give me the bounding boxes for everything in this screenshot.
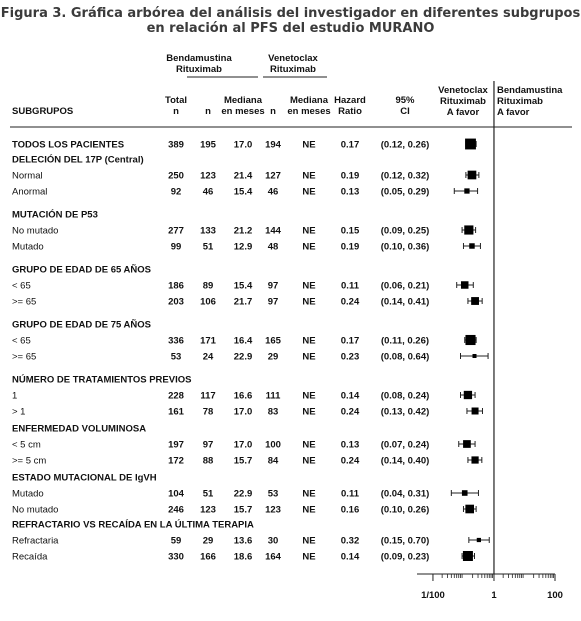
arm1-header-line2: Rituximab (176, 64, 222, 75)
subgroup-header: DELECIÓN DEL 17P (Central) (12, 154, 144, 166)
row-label: > 1 (12, 406, 26, 418)
row-arm1-median: 22.9 (233, 351, 253, 363)
row-total-n: 197 (168, 439, 184, 451)
row-total-n: 186 (168, 280, 184, 292)
row-arm2-median: NE (302, 439, 316, 451)
subgroup-header: MUTACIÓN DE P53 (12, 209, 98, 221)
row-arm1-median: 22.9 (233, 488, 253, 500)
table-rows (12, 140, 429, 563)
arm2-n-header: n (270, 106, 276, 117)
row-confidence-interval: (0.08, 0.64) (380, 351, 430, 363)
row-hazard-ratio: 0.23 (340, 351, 360, 363)
row-hazard-ratio: 0.24 (340, 455, 360, 467)
favor-ben-line2: Rituximab (497, 96, 543, 107)
row-total-n: 92 (170, 186, 182, 198)
row-arm1-n: 29 (202, 535, 214, 547)
hazard-ratio-marker (464, 188, 469, 193)
table-row (12, 336, 429, 347)
table-row (12, 440, 429, 451)
hazard-ratio-marker (461, 281, 469, 289)
row-total-n: 99 (170, 241, 182, 253)
row-confidence-interval: (0.14, 0.40) (380, 455, 430, 467)
row-arm2-median: NE (302, 225, 316, 237)
row-arm1-median: 21.4 (233, 170, 253, 182)
plot-area (451, 139, 489, 561)
ci-header-line2: CI (400, 106, 410, 117)
row-arm1-n: 133 (200, 225, 216, 237)
favor-ben-line3: A favor (497, 107, 530, 118)
ci-header-line1: 95% (395, 95, 415, 106)
row-arm1-n: 123 (200, 504, 216, 516)
row-confidence-interval: (0.09, 0.25) (380, 225, 430, 237)
row-label: Mutado (12, 241, 44, 253)
row-arm1-median: 16.6 (233, 390, 253, 402)
hr-header-line2: Ratio (338, 106, 362, 117)
row-arm1-n: 24 (202, 351, 214, 363)
row-total-n: 228 (168, 390, 184, 402)
row-arm2-median: NE (302, 551, 316, 563)
row-confidence-interval: (0.09, 0.23) (380, 551, 430, 563)
row-arm2-median: NE (302, 535, 316, 547)
row-arm1-median: 16.4 (233, 335, 253, 347)
row-arm2-n: 84 (267, 455, 279, 467)
row-arm2-n: 165 (265, 335, 281, 347)
hazard-ratio-marker (468, 171, 477, 180)
row-arm1-median: 17.0 (233, 439, 253, 451)
row-arm2-n: 97 (267, 296, 279, 308)
row-hazard-ratio: 0.19 (340, 241, 360, 253)
row-total-n: 246 (168, 504, 184, 516)
row-arm1-n: 195 (200, 139, 216, 151)
row-arm1-n: 89 (202, 280, 214, 292)
favor-ven-line2: Rituximab (440, 96, 486, 107)
row-arm2-median: NE (302, 488, 316, 500)
row-hazard-ratio: 0.13 (340, 439, 360, 451)
total-header-line2: n (173, 106, 179, 117)
title-line-2: en relación al PFS del estudio MURANO (146, 21, 435, 36)
row-confidence-interval: (0.05, 0.29) (380, 186, 430, 198)
row-confidence-interval: (0.15, 0.70) (380, 535, 430, 547)
row-total-n: 389 (168, 139, 184, 151)
favor-ven-line1: Venetoclax (438, 85, 488, 96)
hazard-ratio-marker (463, 551, 473, 561)
total-header-line1: Total (165, 95, 187, 106)
row-hazard-ratio: 0.24 (340, 406, 360, 418)
footer-note (4, 612, 581, 621)
row-label: Mutado (12, 488, 44, 500)
title-line-1: Figura 3. Gráfica arbórea del análisis del investigador en diferentes subgrupos (0, 6, 581, 21)
hazard-ratio-marker (464, 225, 473, 234)
row-arm2-n: 127 (265, 170, 281, 182)
row-label: Anormal (12, 186, 48, 198)
hazard-ratio-marker (471, 297, 479, 305)
row-confidence-interval: (0.10, 0.36) (380, 241, 430, 253)
row-arm1-n: 123 (200, 170, 216, 182)
hr-header-line1: Hazard (334, 95, 366, 106)
hazard-ratio-marker (465, 335, 475, 345)
row-arm2-median: NE (302, 406, 316, 418)
row-arm2-n: 100 (265, 439, 281, 451)
x-tick-label: 100 (547, 590, 563, 601)
row-total-n: 277 (168, 225, 184, 237)
row-arm2-n: 123 (265, 504, 281, 516)
row-arm2-median: NE (302, 455, 316, 467)
hazard-ratio-marker (472, 408, 479, 415)
subgroups-header: SUBGRUPOS (12, 106, 74, 117)
row-label: No mutado (12, 504, 59, 516)
arm1-n-header: n (205, 106, 211, 117)
subgroup-header: REFRACTARIO VS RECAÍDA EN LA ÚLTIMA TERAPIA (12, 519, 254, 531)
row-label: >= 5 cm (12, 455, 47, 467)
hazard-ratio-marker (465, 505, 474, 514)
table-row (12, 505, 429, 516)
row-total-n: 161 (168, 406, 184, 418)
row-arm1-n: 46 (202, 186, 214, 198)
row-label: 1 (12, 390, 18, 402)
row-hazard-ratio: 0.15 (340, 225, 360, 237)
row-arm1-n: 78 (202, 406, 214, 418)
row-arm2-n: 30 (267, 535, 279, 547)
favor-ben-line1: Bendamustina (497, 85, 563, 96)
row-arm1-n: 106 (200, 296, 216, 308)
row-arm1-n: 97 (202, 439, 214, 451)
row-arm1-median: 17.0 (233, 139, 253, 151)
row-arm1-median: 12.9 (233, 241, 253, 253)
row-hazard-ratio: 0.24 (340, 296, 360, 308)
arm2-header-line2: Rituximab (270, 64, 316, 75)
arm1-median-header-line2: en meses (221, 106, 265, 117)
row-arm2-n: 97 (267, 280, 279, 292)
row-confidence-interval: (0.12, 0.32) (380, 170, 430, 182)
row-label: < 65 (12, 280, 31, 292)
table-row (12, 489, 429, 500)
row-hazard-ratio: 0.17 (340, 335, 360, 347)
row-arm2-n: 46 (267, 186, 279, 198)
row-total-n: 250 (168, 170, 184, 182)
table-row (12, 536, 429, 547)
hazard-ratio-marker (477, 538, 481, 542)
row-arm2-median: NE (302, 241, 316, 253)
table-row (12, 456, 429, 467)
row-arm1-median: 21.7 (233, 296, 253, 308)
row-arm2-median: NE (302, 139, 316, 151)
row-confidence-interval: (0.08, 0.24) (380, 390, 430, 402)
row-confidence-interval: (0.04, 0.31) (380, 488, 430, 500)
arm2-header-line1: Venetoclax (268, 53, 318, 64)
row-confidence-interval: (0.10, 0.26) (380, 504, 430, 516)
row-confidence-interval: (0.07, 0.24) (380, 439, 430, 451)
row-label: Recaída (12, 551, 48, 563)
row-arm1-n: 88 (202, 455, 214, 467)
x-tick-label: 1 (491, 590, 497, 601)
row-hazard-ratio: 0.11 (341, 488, 359, 500)
row-arm2-median: NE (302, 351, 316, 363)
row-confidence-interval: (0.12, 0.26) (380, 139, 430, 151)
subgroup-header: NÚMERO DE TRATAMIENTOS PREVIOS (12, 374, 192, 386)
table-row (12, 140, 429, 151)
row-arm2-n: 53 (267, 488, 279, 500)
hazard-ratio-marker (465, 139, 476, 150)
row-confidence-interval: (0.14, 0.41) (380, 296, 430, 308)
row-arm1-median: 17.0 (233, 406, 253, 418)
row-label: < 65 (12, 335, 31, 347)
subgroup-header: GRUPO DE EDAD DE 65 AÑOS (12, 264, 152, 276)
row-arm2-n: 194 (265, 139, 281, 151)
table-row (12, 352, 429, 363)
row-arm1-median: 15.7 (233, 455, 253, 467)
row-arm1-median: 21.2 (233, 225, 253, 237)
table-row (12, 297, 429, 308)
hazard-ratio-marker (462, 490, 468, 496)
row-arm2-median: NE (302, 390, 316, 402)
row-arm2-n: 48 (267, 241, 279, 253)
row-arm1-median: 18.6 (233, 551, 253, 563)
row-confidence-interval: (0.13, 0.42) (380, 406, 430, 418)
row-arm2-median: NE (302, 280, 316, 292)
row-arm1-median: 13.6 (233, 535, 253, 547)
row-label: >= 65 (12, 351, 37, 363)
hazard-ratio-marker (463, 440, 471, 448)
row-arm2-median: NE (302, 170, 316, 182)
row-arm1-n: 51 (202, 488, 214, 500)
row-arm2-n: 164 (265, 551, 281, 563)
row-label: >= 65 (12, 296, 37, 308)
row-arm1-median: 15.4 (233, 186, 253, 198)
x-tick-label: 1/100 (421, 590, 445, 601)
row-hazard-ratio: 0.17 (340, 139, 360, 151)
row-arm2-n: 29 (267, 351, 279, 363)
row-confidence-interval: (0.06, 0.21) (380, 280, 430, 292)
row-hazard-ratio: 0.14 (340, 551, 360, 563)
subgroup-header: ESTADO MUTACIONAL DE IgVH (12, 472, 157, 484)
subgroup-header: ENFERMEDAD VOLUMINOSA (12, 423, 147, 435)
row-arm2-median: NE (302, 504, 316, 516)
table-header (10, 53, 572, 127)
arm1-header-line1: Bendamustina (166, 53, 232, 64)
hazard-ratio-marker (471, 456, 478, 463)
row-arm2-n: 111 (265, 390, 281, 402)
favor-ven-line3: A favor (446, 107, 480, 118)
row-arm2-median: NE (302, 335, 316, 347)
table-row (12, 242, 429, 253)
row-label: Refractaria (12, 535, 59, 547)
row-hazard-ratio: 0.14 (340, 390, 360, 402)
row-arm1-median: 15.4 (233, 280, 253, 292)
row-hazard-ratio: 0.11 (341, 280, 359, 292)
row-confidence-interval: (0.11, 0.26) (380, 335, 430, 347)
row-hazard-ratio: 0.16 (340, 504, 360, 516)
row-label: TODOS LOS PACIENTES (12, 139, 125, 151)
row-total-n: 330 (168, 551, 184, 563)
row-arm1-n: 51 (202, 241, 214, 253)
row-hazard-ratio: 0.19 (340, 170, 360, 182)
table-row (12, 281, 429, 292)
row-arm1-n: 117 (200, 390, 216, 402)
row-total-n: 172 (168, 455, 184, 467)
row-arm2-n: 144 (265, 225, 281, 237)
hazard-ratio-marker (464, 391, 472, 399)
row-label: Normal (12, 170, 43, 182)
table-row (12, 552, 429, 563)
row-arm1-n: 166 (200, 551, 216, 563)
arm2-median-header-line1: Mediana (289, 95, 329, 106)
table-row (12, 171, 429, 182)
row-total-n: 59 (170, 535, 182, 547)
arm1-median-header-line1: Mediana (223, 95, 263, 106)
row-arm2-median: NE (302, 296, 316, 308)
table-row (12, 226, 429, 237)
row-label: < 5 cm (12, 439, 41, 451)
table-row (12, 391, 429, 402)
row-arm1-median: 15.7 (233, 504, 253, 516)
row-arm2-n: 83 (267, 406, 279, 418)
row-hazard-ratio: 0.32 (340, 535, 360, 547)
hazard-ratio-marker (473, 354, 477, 358)
row-total-n: 336 (168, 335, 184, 347)
row-arm2-median: NE (302, 186, 316, 198)
row-total-n: 53 (170, 351, 182, 363)
subgroup-header: GRUPO DE EDAD DE 75 AÑOS (12, 319, 152, 331)
x-axis (417, 81, 563, 601)
row-total-n: 104 (168, 488, 184, 500)
table-row (12, 407, 429, 418)
hazard-ratio-marker (469, 243, 474, 248)
row-label: No mutado (12, 225, 59, 237)
table-row (12, 187, 429, 198)
row-total-n: 203 (168, 296, 184, 308)
row-hazard-ratio: 0.13 (340, 186, 360, 198)
row-arm1-n: 171 (200, 335, 216, 347)
arm2-median-header-line2: en meses (287, 106, 331, 117)
